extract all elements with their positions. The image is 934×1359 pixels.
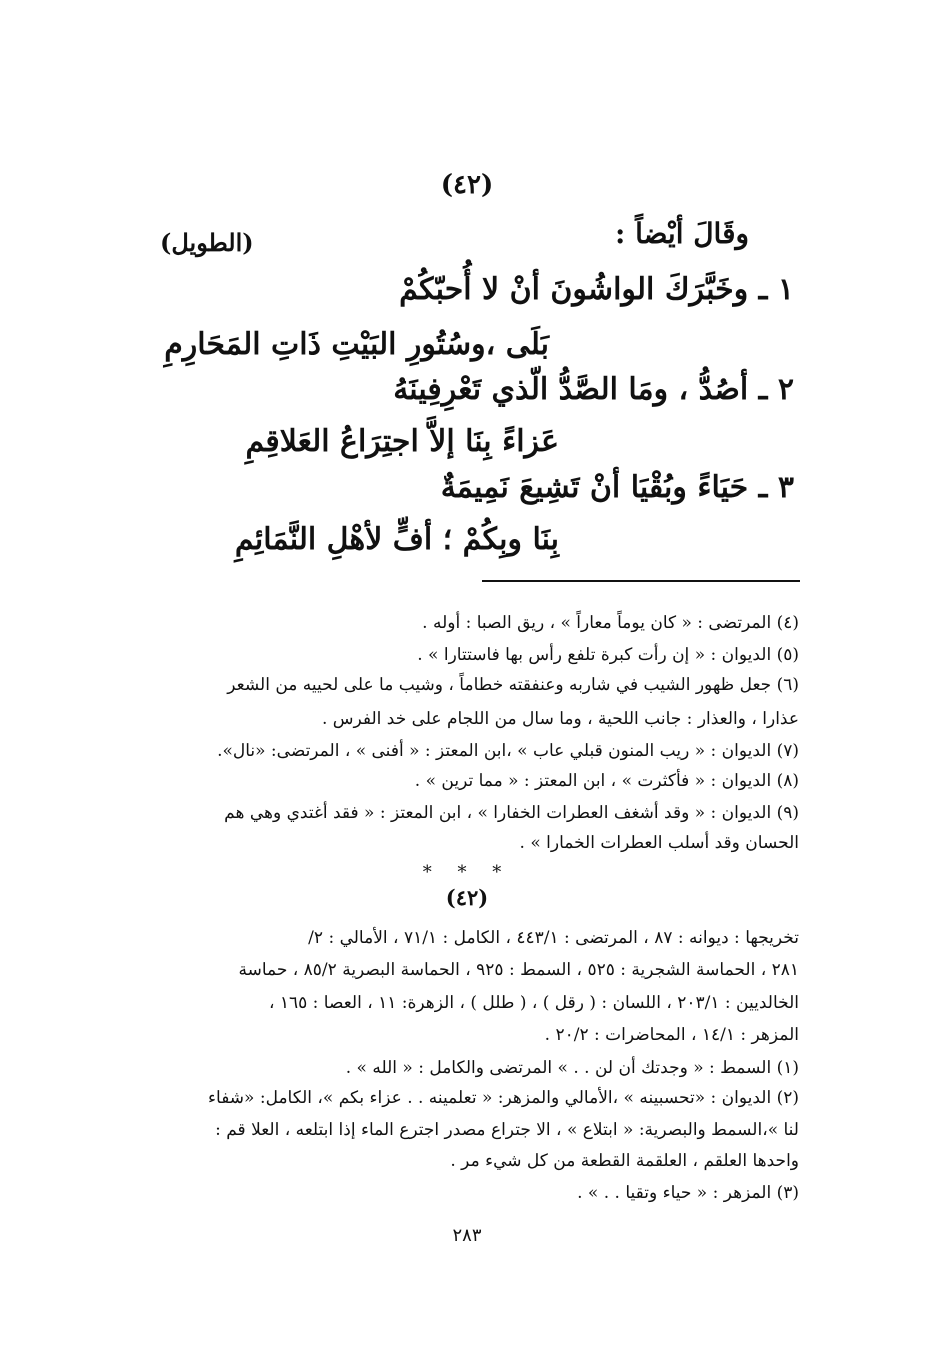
footnote-line: (٤) المرتضى : « كان يوماً معاراً » ، ريق الصبا : أوله . <box>422 613 799 633</box>
footnote-line: الحسان وقد أسلب العطرات الخمارا » . <box>519 833 799 853</box>
page-number: ٢٨٣ <box>452 1225 482 1246</box>
footnote-line: (٩) الديوان : « وقد أشغف العطرات الخفارا » ، ابن المعتز : « فقد أغتدي وهي هم <box>224 803 799 823</box>
verse-2-second-hemistich: عَزاءً بِنَا إلاَّ اجتِرَاعُ العَلاقِمِ <box>245 424 559 459</box>
footnote-line: (٦) جعل ظهور الشيب في شاربه وعنفقته خطاماً ، وشيب ما على لحييه من الشعر <box>227 675 799 695</box>
verse-1-first-hemistich: ١ ـ وخَبَّرَكَ الواشُونَ أنْ لا أُحبّكُمْ <box>399 272 794 307</box>
footnote-line: (٨) الديوان : « فأكثرت » ، ابن المعتز : « مما ترين » . <box>414 771 799 791</box>
takhrij-line: (٣) المزهر : « حياء وتقيا . . » . <box>577 1183 799 1203</box>
footnote-line: (٥) الديوان : « إن رأت كبرة تلفع رأس بها فاستتارا » . <box>417 645 799 665</box>
poem-intro: وقَالَ أيْضاً : <box>615 217 749 250</box>
takhrij-line: المزهر : ١٤/١ ، المحاضرات : ٢٠/٢ . <box>544 1025 799 1045</box>
poetic-meter: (الطويل) <box>160 228 254 257</box>
verse-2-first-hemistich: ٢ ـ أصُدُّ ، ومَا الصَّدُّ الّذي تَعْرِفِينَهُ <box>393 372 794 407</box>
footnote-line: (٧) الديوان : « ريب المنون قبلي عاب » ،ابن المعتز : « أفنى » ، المرتضى: «نال». <box>217 741 799 761</box>
takhrij-line: (٢) الديوان : «تحسبينه » ،الأمالي والمزهر: « تعلمينه . . عزاء بكم »، الكامل: «شفاء <box>208 1088 799 1108</box>
takhrij-line: (١) السمط : « وجدتك أن لن . . » المرتضى والكامل : « الله » . <box>345 1058 799 1078</box>
verse-3-second-hemistich: بِنَا وبِكُمْ ؛ أفٍّ لأهْلِ النَّمَائِمِ <box>234 522 559 557</box>
footnote-divider <box>482 580 800 582</box>
verse-3-first-hemistich: ٣ ـ حَيَاءً وبُقْيَا أنْ تَشِيعَ نَمِيمَةٌ <box>440 470 794 505</box>
footnote-line: عذارا ، والعذار : جانب اللحية ، وما سال من اللجام على خد الفرس . <box>321 709 799 729</box>
takhrij-line: واحدها العلقم ، العلقمة القطعة من كل شيء مر . <box>450 1151 799 1171</box>
reference-number: (٤٢) <box>445 885 489 910</box>
verse-1-second-hemistich: بَلَى ،وسُتُورِ البَيْتِ ذَاتِ المَحَارِمِ <box>164 327 549 362</box>
takhrij-line: لنا »،السمط والبصرية: « ابتلاع » ، الا جتراع مصدر اجترع الماء إذا ابتلعه ، العلا قم : <box>215 1120 799 1140</box>
takhrij-line: تخريجها : ديوانه : ٨٧ ، المرتضى : ٤٤٣/١ ، الكامل : ٧١/١ ، الأمالي : ٢/ <box>308 928 799 948</box>
takhrij-line: الخالديين : ٢٠٣/١ ، اللسان : ( رقل ) ، ( طلل ) ، الزهرة: ١١ ، العصا : ١٦٥ ، <box>268 993 799 1013</box>
takhrij-line: ٢٨١ ، الحماسة الشجرية : ٥٢٥ ، السمط : ٩٢٥ ، الحماسة البصرية ٨٥/٢ ، حماسة <box>238 960 799 980</box>
section-separator: * * * <box>422 862 512 883</box>
poem-number: (٤٢) <box>440 170 494 200</box>
